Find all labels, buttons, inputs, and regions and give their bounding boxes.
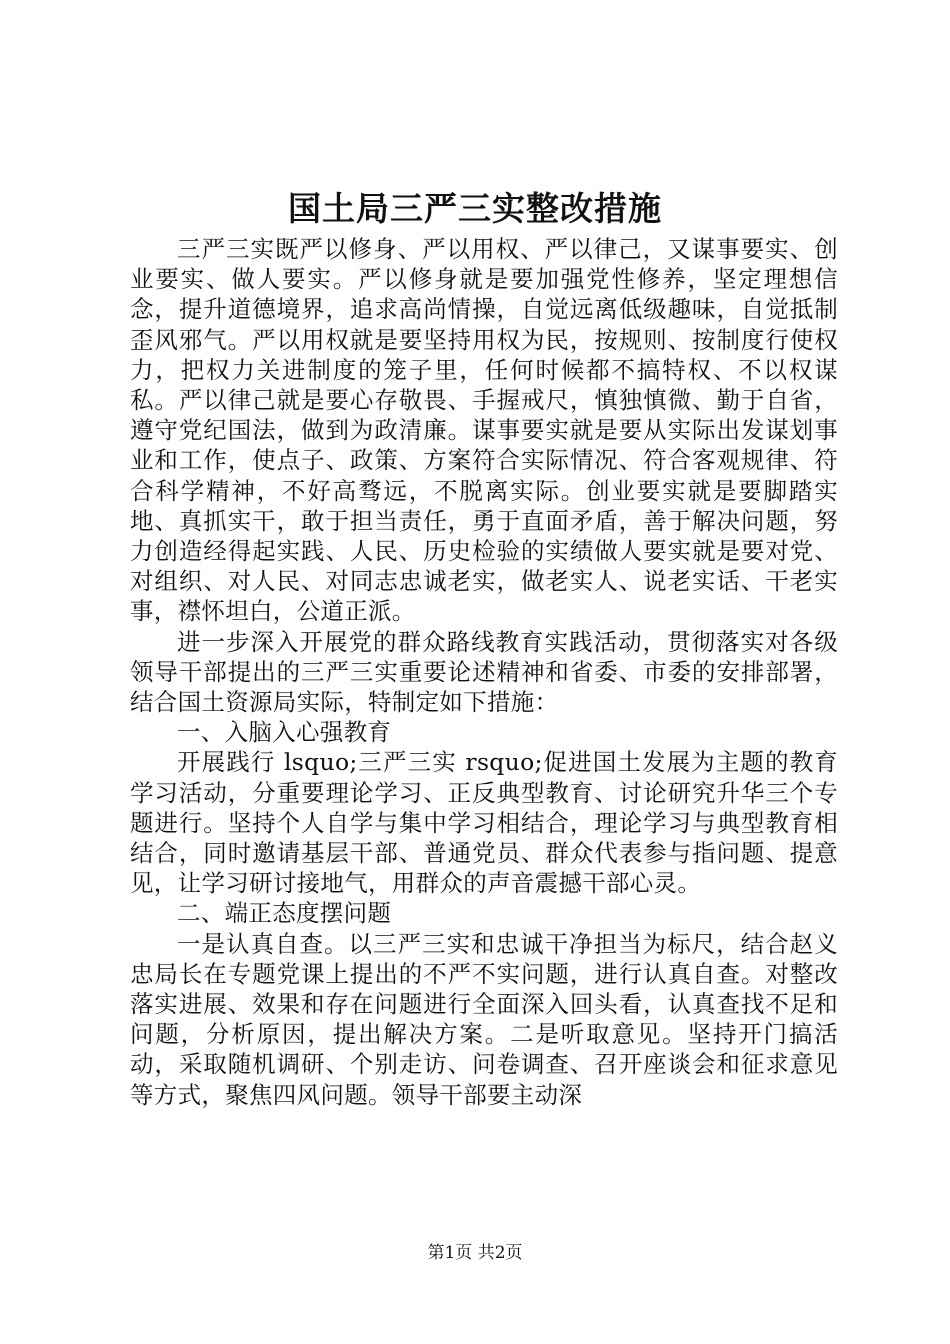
page-footer: 第1页 共2页	[427, 1243, 523, 1263]
section-heading-2: 二、端正态度摆问题	[177, 899, 392, 928]
document-body	[130, 234, 838, 1110]
paragraph-section-2: 一是认真自查。以三严三实和忠诚干净担当为标尺，结合赵义忠局长在专题党课上提出的不严不实问题，进行认真自查。对整改落实进展、效果和存在问题进行全面深入回头看，认真查找不足和问题，分析原因，提出解决方案。二是听取意见。坚持开门搞活动，采取随机调研、个别走访、问卷调查、召开座谈会和征求意见等方式，聚焦四风问题。领导干部要主动深	[130, 929, 838, 1109]
document-title: 国土局三严三实整改措施	[288, 189, 662, 228]
paragraph-section-1: 开展践行 lsquo;三严三实 rsquo;促进国土发展为主题的教育学习活动，分重要理论学习、正反典型教育、讨论研究升华三个专题进行。坚持个人自学与集中学习相结合，理论学习与典型教育相结合，同时邀请基层干部、普通党员、群众代表参与指问题、提意见，让学习研讨接地气，用群众的声音震撼干部心灵。	[130, 748, 838, 898]
section-heading-1: 一、入脑入心强教育	[177, 718, 392, 747]
paragraph-purpose: 进一步深入开展党的群众路线教育实践活动，贯彻落实对各级领导干部提出的三严三实重要论述精神和省委、市委的安排部署，结合国土资源局实际，特制定如下措施：	[130, 627, 838, 717]
paragraph-intro: 三严三实既严以修身、严以用权、严以律己，又谋事要实、创业要实、做人要实。严以修身就是要加强党性修养，坚定理想信念，提升道德境界，追求高尚情操，自觉远离低级趣味，自觉抵制歪风邪气。严以用权就是要坚持用权为民，按规则、按制度行使权力，把权力关进制度的笼子里，任何时候都不搞特权、不以权谋私。严以律己就是要心存敬畏、手握戒尺，慎独慎微、勤于自省，遵守党纪国法，做到为政清廉。谋事要实就是要从实际出发谋划事业和工作，使点子、政策、方案符合实际情况、符合客观规律、符合科学精神，不好高骛远，不脱离实际。创业要实就是要脚踏实地、真抓实干，敢于担当责任，勇于直面矛盾，善于解决问题，努力创造经得起实践、人民、历史检验的实绩做人要实就是要对党、对组织、对人民、对同志忠诚老实，做老实人、说老实话、干老实事，襟怀坦白，公道正派。	[130, 235, 838, 626]
